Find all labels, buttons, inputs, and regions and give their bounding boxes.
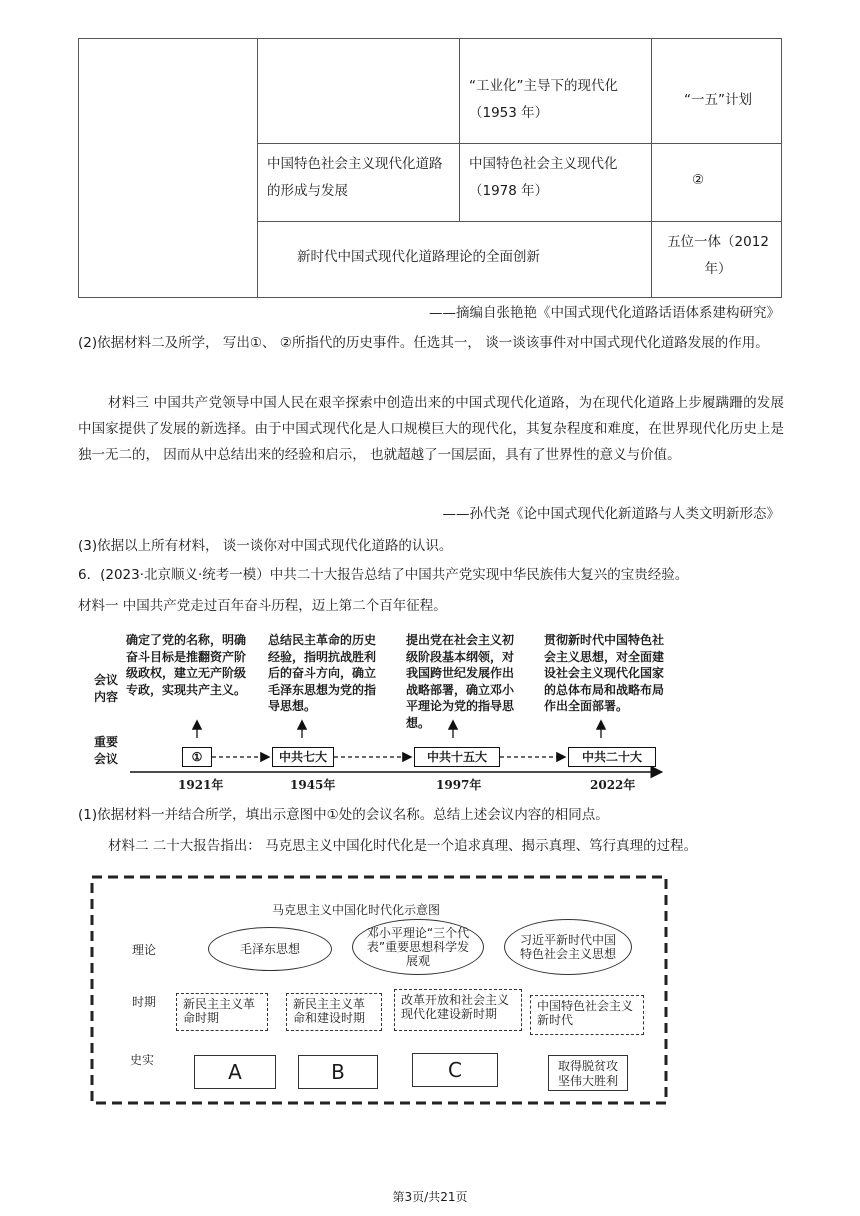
timeline-arrows: [90, 626, 670, 798]
marxism-diagram: [90, 875, 668, 1105]
timeline-year: 1921年: [178, 778, 224, 792]
timeline-content-2: 总结民主革命的历史经验，指明抗战胜利后的奋斗方向，确立毛泽东思想为党的指导思想。: [268, 633, 377, 713]
table-cell: 五位一体（2012 年）: [667, 234, 769, 277]
period-box: 新民主主义革命时期: [176, 993, 268, 1031]
fact-box-d: 取得脱贫攻坚伟大胜利: [548, 1055, 628, 1091]
history-table: [78, 38, 782, 298]
material-2: 材料二 二十大报告指出： 马克思主义中国化时代化是一个追求真理、揭示真理、笃行真理的过程。: [108, 838, 698, 854]
table-cell: 中国特色社会主义现代化（1978 年）: [469, 156, 618, 199]
meeting-box-1: ①: [182, 747, 212, 767]
table-cell: “一五”计划: [684, 92, 752, 108]
meeting-box-4: 中共二十大: [568, 747, 656, 767]
timeline-label-content: 会议内容: [94, 673, 119, 704]
diagram-title: 马克思主义中国化时代化示意图: [272, 903, 441, 917]
timeline-year: 2022年: [590, 778, 636, 792]
table-cell: ②: [691, 172, 705, 188]
theory-ellipse: 邓小平理论“三个代表”重要思想科学发展观: [352, 919, 484, 975]
table-cell: 新时代中国式现代化道路理论的全面创新: [297, 249, 540, 265]
question-2: (2)依据材料二及所学， 写出①、 ②所指代的历史事件。任选其一， 谈一谈该事件对中国式现代化道路发展的作用。: [78, 335, 769, 351]
source-citation: ——摘编自张艳艳《中国式现代化道路话语体系建构研究》: [429, 305, 780, 321]
theory-ellipse: 习近平新时代中国特色社会主义思想: [504, 919, 632, 975]
period-box: 新民主主义革命和建设时期: [286, 993, 382, 1031]
timeline-year: 1997年: [436, 778, 482, 792]
question-1: (1)依据材料一并结合所学，填出示意图中①处的会议名称。总结上述会议内容的相同点。: [78, 807, 609, 823]
meeting-box-2: 中共七大: [272, 747, 334, 767]
table-divider: [257, 39, 258, 297]
fact-box-c: C: [412, 1053, 498, 1087]
question-3: (3)依据以上所有材料， 谈一谈你对中国式现代化道路的认识。: [78, 538, 453, 554]
fact-box-b: B: [298, 1055, 378, 1089]
page-footer: 第3页/共21页: [392, 1190, 468, 1204]
row-label-facts: 史实: [130, 1053, 155, 1067]
timeline-year: 1945年: [290, 778, 336, 792]
timeline-figure: [90, 626, 670, 798]
material-1: 材料一 中国共产党走过百年奋斗历程，迈上第二个百年征程。: [78, 598, 447, 614]
table-cell: 中国特色社会主义现代化道路的形成与发展: [267, 156, 443, 199]
row-label-theory: 理论: [132, 943, 157, 957]
material-3: 材料三 中国共产党领导中国人民在艰辛探索中创造出来的中国式现代化道路，为在现代化道路上步履蹒跚的发展中国家提供了发展的新选择。由于中国式现代化是人口规模巨大的现代化，其复杂程度和难度，在世界现代化历史上是独一无二的， 因而从中总结出来的经验和启示， 也就超越了一国层面，具有了世界性的意义与价值。: [78, 395, 784, 463]
meeting-box-3: 中共十五大: [414, 747, 500, 767]
table-divider: [459, 39, 460, 221]
theory-ellipse: 毛泽东思想: [208, 927, 332, 971]
timeline-content-4: 贯彻新时代中国特色社会主义思想，对全面建设社会主义现代化国家的总体布局和战略布局作出全面部署。: [544, 633, 665, 713]
table-divider: [257, 221, 781, 222]
timeline-content-3: 提出党在社会主义初级阶段基本纲领，对我国跨世纪发展作出战略部署，确立邓小平理论为党的指导思想。: [406, 633, 515, 730]
period-box: 改革开放和社会主义现代化建设新时期: [394, 989, 522, 1031]
source-citation: ——孙代尧《论中国式现代化新道路与人类文明新形态》: [442, 506, 780, 522]
timeline-label-meeting: 重要会议: [94, 735, 119, 766]
question-6: 6．(2023·北京顺义·统考一模）中共二十大报告总结了中国共产党实现中华民族伟大复兴的宝贵经验。: [78, 567, 689, 583]
table-divider: [651, 39, 652, 297]
timeline-content-1: 确定了党的名称，明确奋斗目标是推翻资产阶级政权，建立无产阶级专政，实现共产主义。: [126, 633, 247, 697]
period-box: 中国特色社会主义新时代: [530, 995, 644, 1035]
table-cell: “工业化”主导下的现代化（1953 年）: [469, 78, 618, 121]
row-label-period: 时期: [132, 995, 157, 1009]
fact-box-a: A: [194, 1055, 276, 1089]
table-divider: [257, 143, 781, 144]
